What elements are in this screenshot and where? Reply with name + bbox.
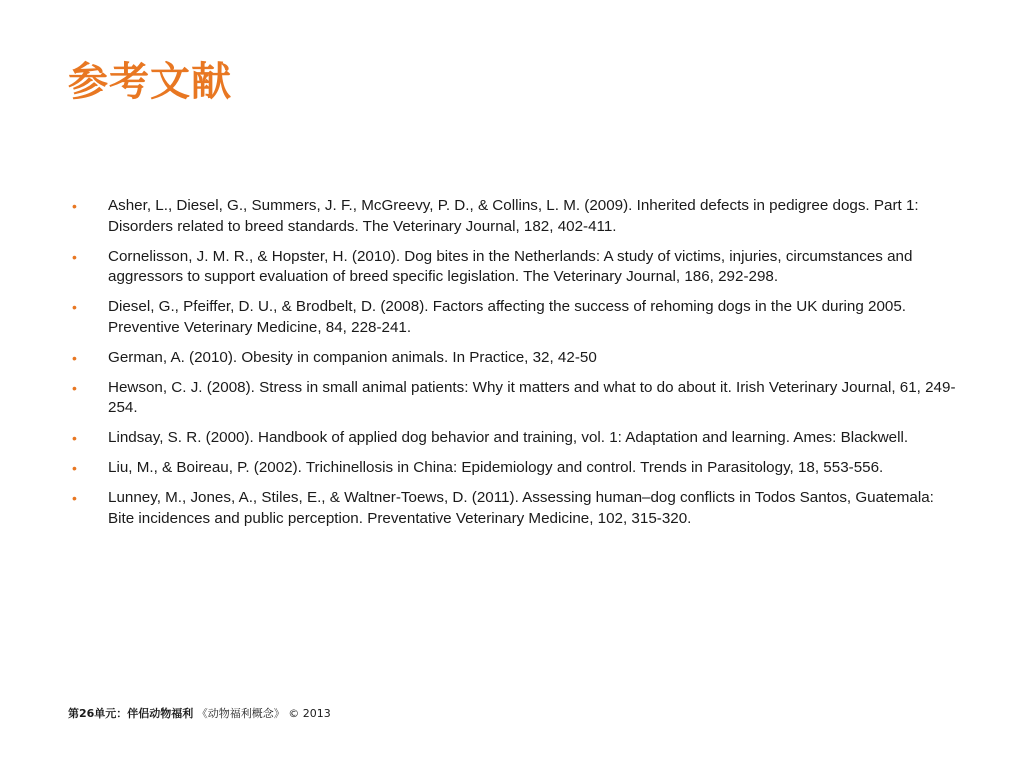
reference-item	[72, 247, 964, 288]
bullet-icon: •	[72, 490, 77, 506]
reference-text: Lunney, M., Jones, A., Stiles, E., & Waltner-Toews, D. (2011). Assessing human–dog conflicts in Todos Santos, Guatemala: Bite incidences and public perception. Preventative Veterinary Medicine, 102, 315-320.	[108, 489, 934, 527]
footer-course-label: 《动物福利概念》 © 2013	[193, 707, 331, 720]
bullet-icon: •	[72, 248, 77, 265]
reference-text: Diesel, G., Pfeiffer, D. U., & Brodbelt, D. (2008). Factors affecting the success of rehoming dogs in the UK during 2005. Preventive Veterinary Medicine, 84, 228-241.	[108, 298, 907, 336]
slide-title: 参考文献	[68, 59, 232, 105]
slide-footer	[68, 705, 331, 721]
reference-text: Asher, L., Diesel, G., Summers, J. F., McGreevy, P. D., & Collins, L. M. (2009). Inherited defects in pedigree dogs. Part 1: Disorders related to breed standards. The Veterinary Journal, 182, 402-411.	[108, 197, 919, 235]
reference-item	[72, 378, 964, 419]
reference-item	[72, 428, 964, 449]
reference-list	[72, 196, 964, 539]
reference-item	[72, 196, 964, 237]
reference-text: Cornelisson, J. M. R., & Hopster, H. (2010). Dog bites in the Netherlands: A study of victims, injuries, circumstances and aggressors to support evaluation of breed specific legislation. The Veterinary Journal, 186, 292-298.	[108, 247, 913, 285]
bullet-icon: •	[72, 460, 77, 476]
bullet-icon: •	[72, 379, 77, 396]
reference-text: Liu, M., & Boireau, P. (2002). Trichinellosis in China: Epidemiology and control. Trends in Parasitology, 18, 553-556.	[108, 459, 884, 476]
reference-text: Lindsay, S. R. (2000). Handbook of applied dog behavior and training, vol. 1: Adaptation and learning. Ames: Blackwell.	[108, 429, 909, 446]
reference-text: Hewson, C. J. (2008). Stress in small animal patients: Why it matters and what to do about it. Irish Veterinary Journal, 61, 249-254.	[108, 378, 956, 416]
reference-item	[72, 348, 964, 369]
bullet-icon: •	[72, 430, 77, 446]
bullet-icon: •	[72, 198, 77, 214]
footer-unit-label: 第26单元：伴侣动物福利	[68, 707, 194, 720]
bullet-icon: •	[72, 349, 77, 366]
reference-text: German, A. (2010). Obesity in companion animals. In Practice, 32, 42-50	[108, 348, 597, 366]
reference-item	[72, 488, 964, 529]
reference-item	[72, 458, 964, 479]
bullet-icon: •	[72, 299, 77, 315]
reference-item	[72, 297, 964, 338]
